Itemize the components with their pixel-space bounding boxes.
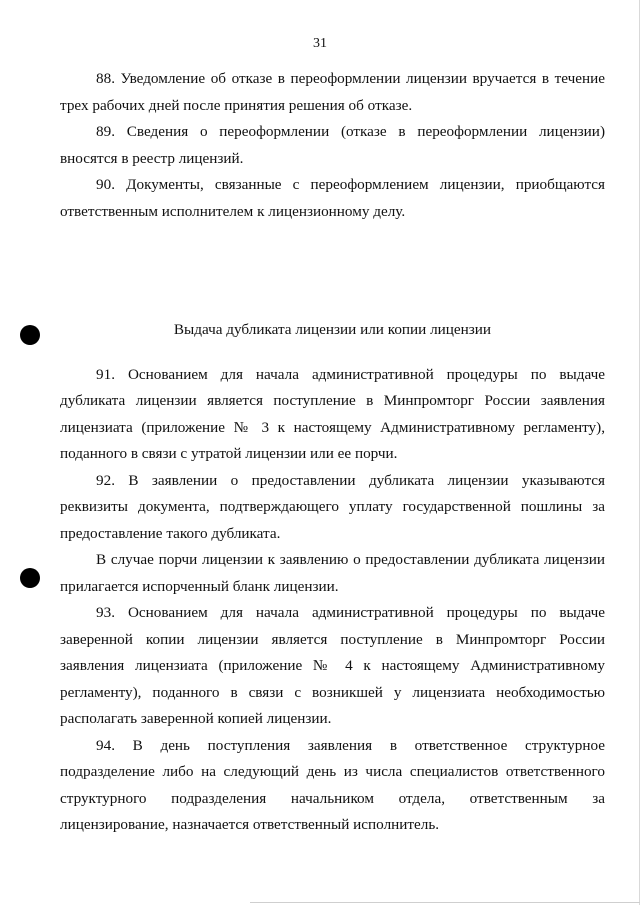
paragraph-88: 88. Уведомление об отказе в переоформлении лицензии вручается в течение трех рабочих дней после принятия решения об отказе. [60,70,605,114]
paragraph-94: 94. В день поступления заявления в ответственное структурное подразделение либо на следующий день из числа специалистов ответственного структурного подразделения начальником отдела, ответственным за лицензирование, назначается ответственный исполнитель. [60,736,605,833]
paragraph-89: 89. Сведения о переоформлении (отказе в переоформлении лицензии) вносятся в реестр лицензий. [60,123,605,167]
punch-hole-mark [20,325,40,345]
paragraph-91: 91. Основанием для начала административной процедуры по выдаче дубликата лицензии является поступление в Минпромторг России заявления лицензиата (приложение № 3 к настоящему Административному регламенту), поданного в связи с утратой лицензии или ее порчи. [60,365,605,462]
page-number: 31 [313,36,327,51]
section-spacer [60,225,605,317]
section-heading: Выдача дубликата лицензии или копии лицензии [173,321,492,338]
punch-hole-mark [20,568,40,588]
paragraph-93: 93. Основанием для начала административной процедуры по выдаче заверенной копии лицензии является поступление в Минпромторг России заявления лицензиата (приложение № 4 к настоящему Административному регламенту), поданного в связи с возникшей у лицензиата необходимостью располагать заверенной копией лицензии. [60,604,605,727]
paragraph-90: 90. Документы, связанные с переоформлением лицензии, приобщаются ответственным исполнителем к лицензионному делу. [60,176,605,220]
paragraph-92: 92. В заявлении о предоставлении дубликата лицензии указываются реквизиты документа, подтверждающего уплату государственной пошлины за предоставление такого дубликата. [60,471,605,542]
paragraph-92-continuation: В случае порчи лицензии к заявлению о предоставлении дубликата лицензии прилагается испорченный бланк лицензии. [60,551,605,595]
document-body [60,66,605,839]
scan-bottom-line [250,902,640,903]
